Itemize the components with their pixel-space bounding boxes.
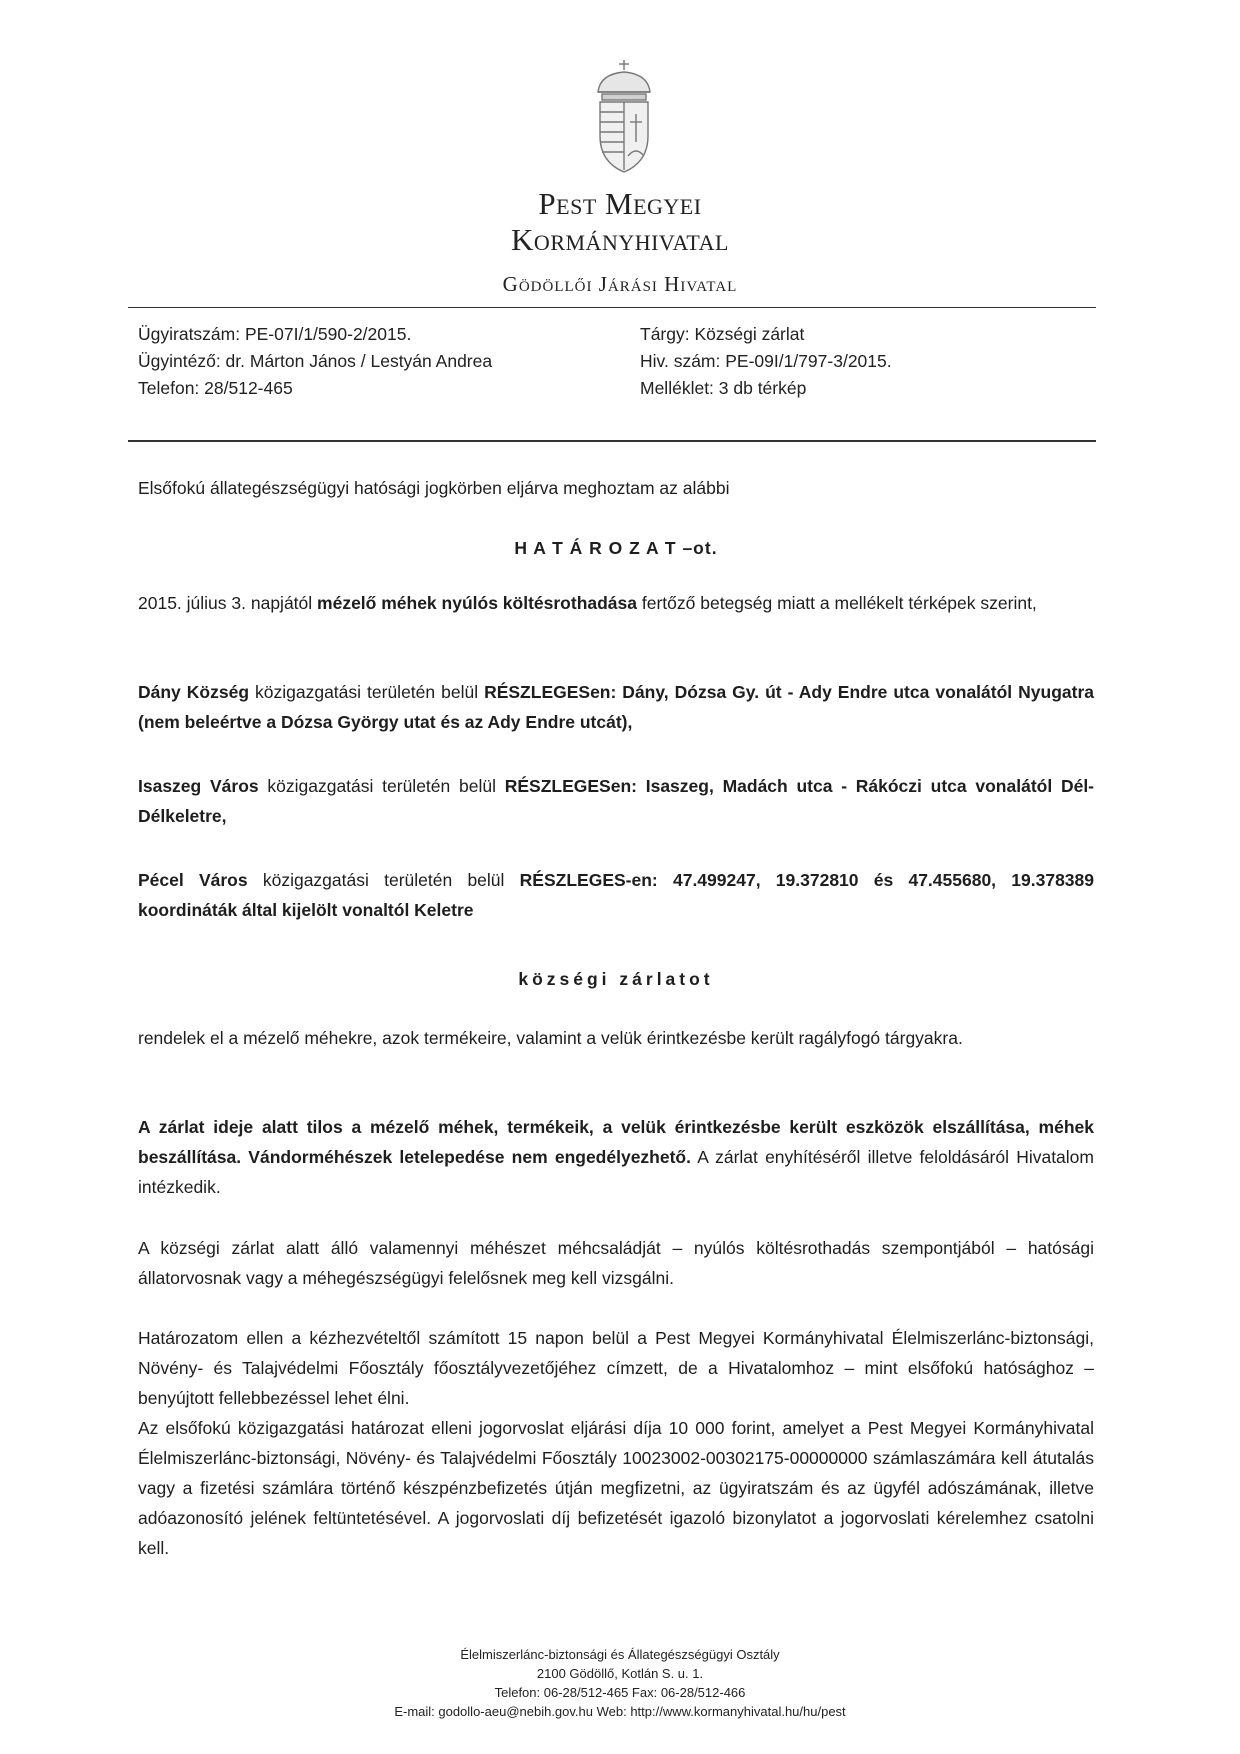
paragraph-inspection: A községi zárlat alatt álló valamennyi méhészet méhcsaládját – nyúlós költésrothadás szempontjából – hatósági állatorvosnak vagy a méhegészségügyi felelősnek meg kell vizsgálni. — [138, 1238, 1094, 1288]
footer — [0, 1645, 1240, 1721]
org-name-line1: Pest Megyei — [538, 186, 702, 221]
case-officer: Ügyintéző: dr. Márton János / Lestyán Andrea — [138, 351, 493, 371]
case-number: Ügyiratszám: PE-07I/1/590-2/2015. — [138, 324, 412, 344]
case-info — [138, 321, 492, 402]
paragraph-fee: Az elsőfokú közigazgatási határozat elleni jogorvoslat eljárási díja 10 000 forint, amelyet a Pest Megyei Kormányhivatal Élelmiszerlánc-biztonsági, Növény- és Talajvédelmi Főosztály 10023002-00302175-00000000 számlaszámára kell átutalás vagy a fizetési számlára történő készpénzbefizetés útján megfizetni, az ügyiratszám és az ügyfél adószámának, illetve adóazonosító jelének feltüntetésével. A jogorvoslati díj befizetését igazoló bizonylatot a jogorvoslati kérelemhez csatolni kell. — [138, 1418, 1094, 1558]
attachment: Melléklet: 3 db térkép — [640, 378, 807, 398]
footer-contact: E-mail: godollo-aeu@nebih.gov.hu Web: http://www.kormanyhivatal.hu/hu/pest — [394, 1704, 846, 1719]
intro-text: Elsőfokú állategészségügyi hatósági jogkörben eljárva meghoztam az alábbi — [138, 478, 730, 498]
paragraph-isaszeg: Isaszeg Város közigazgatási területén belül RÉSZLEGESen: Isaszeg, Madách utca - Rákóczi utca vonalától Dél-Délkeletre, — [138, 776, 1095, 826]
meta-divider — [128, 440, 1096, 442]
org-name-line3: Gödöllői Járási Hivatal — [502, 272, 738, 296]
paragraph-order: rendelek el a mézelő méhekre, azok termékeire, valamint a velük érintkezésbe került ragályfogó tárgyakra. — [138, 1028, 963, 1048]
paragraph-appeal: Határozatom ellen a kézhezvételtől számított 15 napon belül a Pest Megyei Kormányhivatal Élelmiszerlánc-biztonsági, Növény- és Talajvédelmi Főosztály főosztályvezetőjéhez címzett, de a Hivatalomhoz – mint elsőfokú hatósághoz – benyújtott fellebbezéssel lehet élni. — [138, 1328, 1094, 1408]
header-divider — [128, 307, 1096, 308]
org-name-line2: Kormányhivatal — [511, 222, 729, 257]
paragraph-pecel: Pécel Város közigazgatási területén belül RÉSZLEGES-en: 47.499247, 19.372810 és 47.455680, 19.378389 koordináták által kijelölt vonaltól Keletre — [138, 870, 1095, 920]
decision-title: H A T Á R O Z A T –ot. — [514, 538, 718, 558]
subject: Tárgy: Községi zárlat — [640, 324, 805, 344]
paragraph-prohibition: A zárlat ideje alatt tilos a mézelő méhek, termékeik, a velük érintkezésbe került eszközök elszállítása, méhek beszállítása. Vándorméhészek letelepedése nem engedélyezhető. A zárlat enyhítéséről illetve feloldásáról Hivatalom intézkedik. — [138, 1117, 1094, 1197]
paragraph-dany: Dány Község közigazgatási területén belül RÉSZLEGESen: Dány, Dózsa Gy. út - Ady Endre utca vonalától Nyugatra (nem beleértve a Dózsa György utat és az Ady Endre utcát), — [138, 682, 1094, 732]
coat-of-arms-icon — [590, 58, 658, 180]
reference-number: Hiv. szám: PE-09I/1/797-3/2015. — [640, 351, 892, 371]
footer-address: 2100 Gödöllő, Kotlán S. u. 1. — [536, 1666, 704, 1681]
paragraph-date: 2015. július 3. napjától mézelő méhek nyúlós költésrothadása fertőző betegség miatt a mellékelt térképek szerint, — [138, 593, 1037, 613]
subject-info — [640, 321, 892, 402]
case-phone: Telefon: 28/512-465 — [138, 378, 293, 398]
zarlat-title: községi zárlatot — [518, 969, 714, 989]
footer-phone: Telefon: 06-28/512-465 Fax: 06-28/512-466 — [494, 1685, 746, 1700]
footer-department: Élelmiszerlánc-biztonsági és Állategészségügyi Osztály — [460, 1647, 780, 1662]
